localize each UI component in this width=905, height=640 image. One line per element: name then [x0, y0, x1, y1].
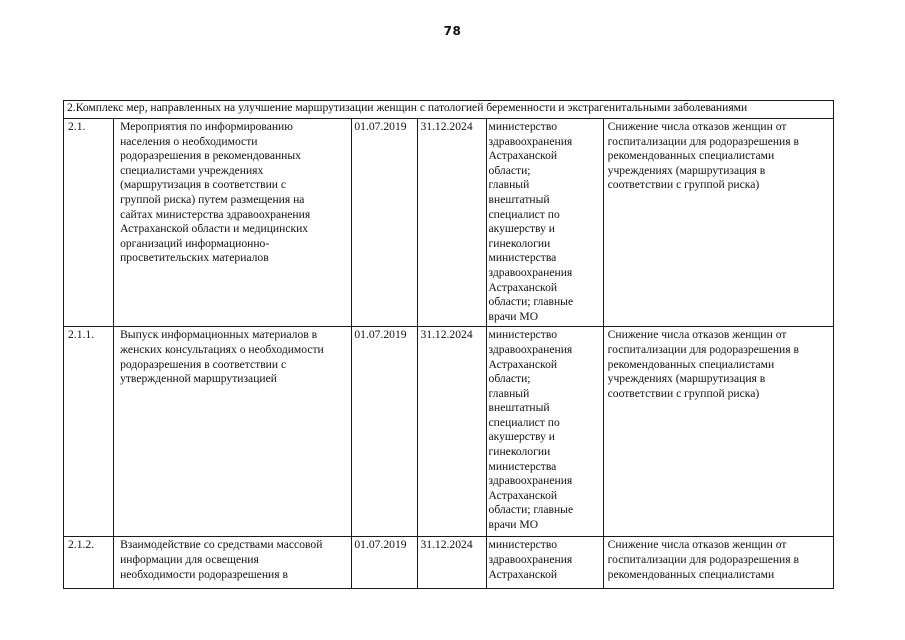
start-date: 01.07.2019 — [352, 119, 418, 327]
measures-table — [63, 100, 834, 589]
responsible-line: специалист по — [488, 415, 560, 429]
responsible — [486, 119, 603, 327]
expected-result — [603, 119, 833, 327]
responsible-line: внештатный — [488, 401, 550, 415]
result-line: рекомендованных специалистами — [607, 567, 775, 581]
measure-name-line: сайтах министерства здравоохранения — [120, 207, 311, 221]
measure-name-line: необходимости родоразрешения в — [120, 567, 288, 581]
responsible-line: Астраханской — [488, 280, 558, 294]
responsible-line: области; — [488, 163, 531, 177]
end-date: 31.12.2024 — [418, 327, 486, 537]
measure-name-line: населения о необходимости — [120, 134, 258, 148]
responsible-line: здравоохранения — [488, 265, 573, 279]
result-line: Снижение числа отказов женщин от — [607, 538, 787, 552]
responsible-line: врачи МО — [488, 518, 539, 532]
responsible-line: внештатный — [488, 192, 550, 206]
result-line: соответствии с группой риска) — [607, 386, 760, 400]
result-line: учреждениях (маршрутизация в — [607, 372, 766, 386]
responsible-line: Астраханской — [488, 567, 558, 581]
responsible-line: специалист по — [488, 207, 560, 221]
measure-name-line: (маршрутизация в соответствии с — [120, 178, 287, 192]
responsible-line: министерство — [488, 538, 558, 552]
row-number: 2.1. — [64, 119, 114, 327]
responsible-line: гинекологии — [488, 236, 551, 250]
responsible — [486, 327, 603, 537]
responsible-line: министерство — [488, 120, 558, 133]
measure-name — [114, 327, 352, 537]
result-line: госпитализации для родоразрешения в — [607, 552, 799, 566]
measure-name — [114, 537, 352, 589]
measure-name-line: родоразрешения в рекомендованных — [120, 149, 301, 163]
responsible-line: здравоохранения — [488, 342, 573, 356]
responsible-line: гинекологии — [488, 445, 551, 459]
row-number: 2.1.1. — [64, 327, 114, 537]
responsible-line: Астраханской — [488, 488, 558, 502]
measure-name-line: утвержденной маршрутизацией — [120, 372, 277, 386]
start-date: 01.07.2019 — [352, 537, 418, 589]
responsible-line: здравоохранения — [488, 552, 573, 566]
result-line: рекомендованных специалистами — [607, 357, 775, 371]
measure-name-line: информации для освещения — [120, 552, 259, 566]
responsible-line: главный — [488, 386, 530, 400]
responsible-line: врачи МО — [488, 309, 539, 323]
responsible-line: министерства — [488, 251, 557, 265]
responsible-line: Астраханской — [488, 149, 558, 163]
end-date: 31.12.2024 — [418, 537, 486, 589]
table-row — [64, 119, 834, 327]
responsible-line: здравоохранения — [488, 474, 573, 488]
measure-name — [114, 119, 352, 327]
section-title: 2.Комплекс мер, направленных на улучшение маршрутизации женщин с патологией беременности и экстрагенитальными заболеваниями — [64, 101, 834, 119]
page-number: 78 — [443, 24, 462, 38]
result-line: соответствии с группой риска) — [607, 178, 760, 192]
responsible-line: акушерству и — [488, 222, 555, 236]
responsible-line: Астраханской — [488, 357, 558, 371]
section-header-row — [64, 101, 834, 119]
responsible-line: акушерству и — [488, 430, 555, 444]
responsible-line: области; — [488, 372, 531, 386]
responsible-line: здравоохранения — [488, 134, 573, 148]
measure-name-line: просветительских материалов — [120, 251, 269, 265]
measure-name-line: группой риска) путем размещения на — [120, 192, 305, 206]
expected-result — [603, 537, 833, 589]
responsible-line: министерства — [488, 459, 557, 473]
measure-name-line: женских консультациях о необходимости — [120, 342, 324, 356]
expected-result — [603, 327, 833, 537]
responsible-line: области; главные — [488, 295, 574, 309]
responsible-line: министерство — [488, 328, 558, 342]
responsible-line: главный — [488, 178, 530, 192]
measure-name-line: Взаимодействие со средствами массовой — [120, 538, 323, 552]
result-line: учреждениях (маршрутизация в — [607, 163, 766, 177]
measure-name-line: организаций информационно- — [120, 236, 270, 250]
measure-name-line: Выпуск информационных материалов в — [120, 328, 318, 342]
start-date: 01.07.2019 — [352, 327, 418, 537]
measure-name-line: Астраханской области и медицинских — [120, 222, 309, 236]
result-line: госпитализации для родоразрешения в — [607, 342, 799, 356]
result-line: Снижение числа отказов женщин от — [607, 328, 787, 342]
measure-name-line: Мероприятия по информированию — [120, 120, 293, 133]
end-date: 31.12.2024 — [418, 119, 486, 327]
responsible — [486, 537, 603, 589]
table-row — [64, 327, 834, 537]
measure-name-line: специалистами учреждениях — [120, 163, 264, 177]
table-row — [64, 537, 834, 589]
result-line: рекомендованных специалистами — [607, 149, 775, 163]
responsible-line: области; главные — [488, 503, 574, 517]
measure-name-line: родоразрешения в соответствии с — [120, 357, 287, 371]
result-line: госпитализации для родоразрешения в — [607, 134, 799, 148]
result-line: Снижение числа отказов женщин от — [607, 120, 787, 133]
row-number: 2.1.2. — [64, 537, 114, 589]
